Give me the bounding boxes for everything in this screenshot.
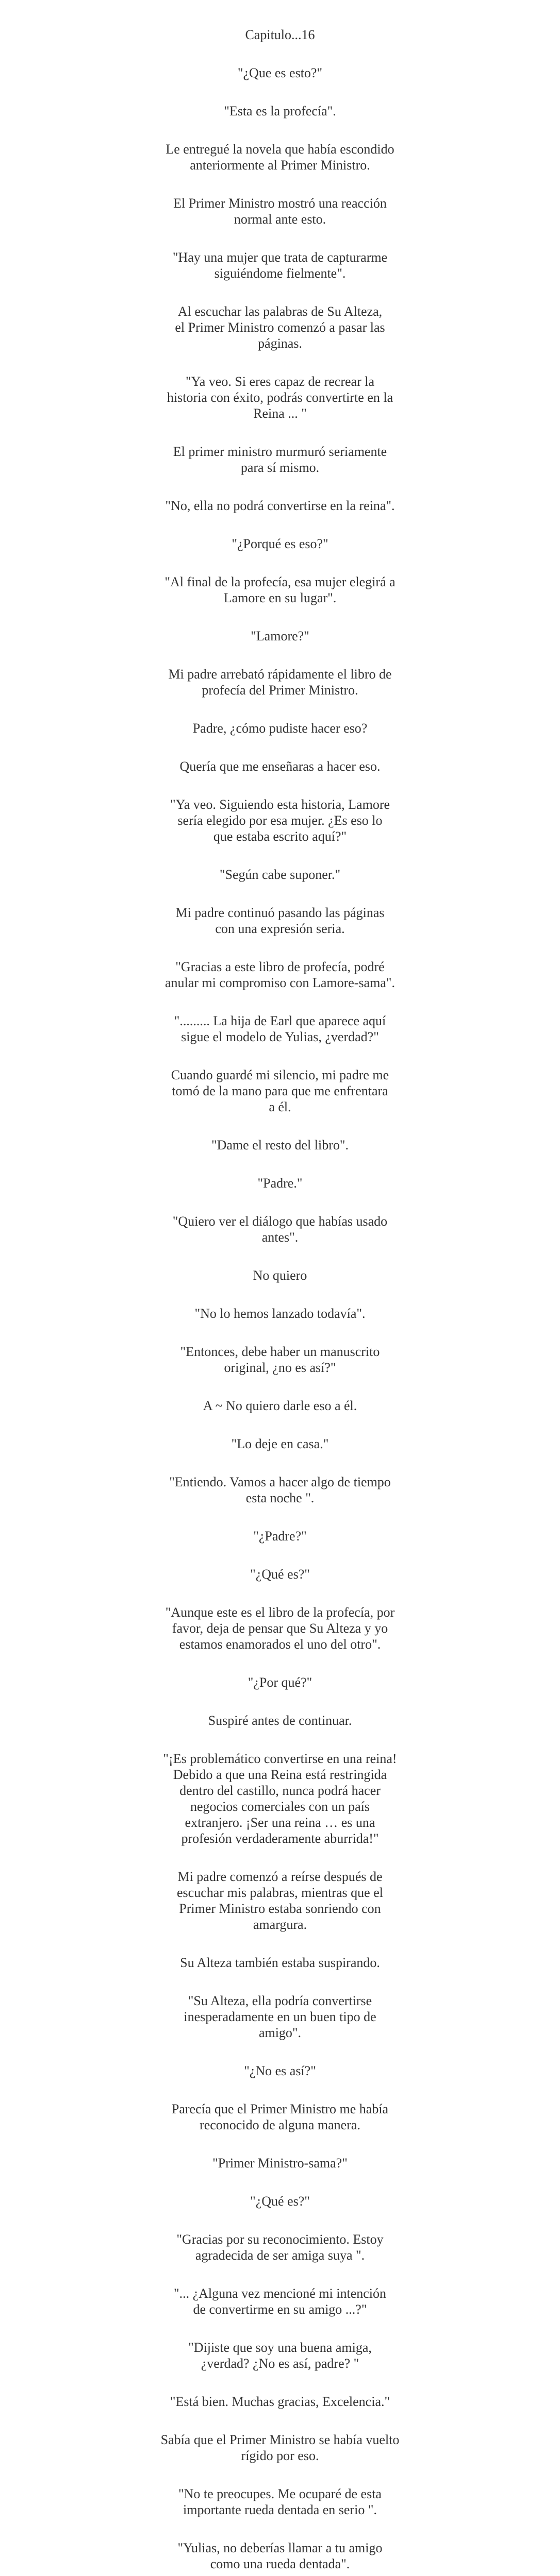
story-paragraph: Parecía que el Primer Ministro me había reconocido de alguna manera. — [171, 2102, 389, 2132]
story-paragraph: "¿Que es esto?" — [237, 65, 323, 80]
story-paragraph: "Entonces, debe haber un manuscrito original, ¿no es así?" — [180, 1344, 380, 1375]
story-paragraph: No quiero — [253, 1268, 307, 1283]
story-paragraph: "Lamore?" — [251, 629, 309, 643]
story-paragraph: El primer ministro murmuró seriamente para sí mismo. — [173, 444, 387, 475]
story-paragraph: Cuando guardé mi silencio, mi padre me tomó de la mano para que me enfrentara a él. — [171, 1067, 389, 1114]
story-paragraph: "Lo deje en casa." — [231, 1436, 329, 1451]
story-paragraph: "Entiendo. Vamos a hacer algo de tiempo esta noche ". — [169, 1475, 391, 1505]
story-paragraph: Sabía que el Primer Ministro se había vuelto rígido por eso. — [160, 2432, 400, 2463]
story-paragraph: "Al final de la profecía, esa mujer elegirá a Lamore en su lugar". — [164, 574, 396, 605]
story-paragraph: "Ya veo. Siguiendo esta historia, Lamore sería elegido por esa mujer. ¿Es eso lo que estaba escrito aquí?" — [170, 797, 390, 844]
story-paragraph: "Según cabe suponer." — [219, 867, 341, 882]
story-paragraph: "Hay una mujer que trata de capturarme siguiéndome fielmente". — [172, 250, 388, 281]
story-paragraph: "Esta es la profecía". — [224, 104, 336, 118]
story-paragraph: "Yulias, no deberías llamar a tu amigo como una rueda dentada". — [177, 2540, 383, 2571]
story-paragraph: "No lo hemos lanzado todavía". — [194, 1306, 366, 1321]
story-paragraph: "¿Porqué es eso?" — [232, 536, 328, 551]
story-paragraph: "¿Qué es?" — [250, 2194, 310, 2209]
story-paragraph: "¿No es así?" — [244, 2063, 316, 2078]
story-paragraph: "... ¿Alguna vez mencioné mi intención de convertirme en su amigo ...?" — [173, 2286, 387, 2317]
story-paragraph: "¿Por qué?" — [248, 1675, 312, 1690]
story-paragraph: Mi padre comenzó a reírse después de escuchar mis palabras, mientras que el Primer Ministro estaba sonriendo con amargura. — [177, 1869, 383, 1932]
story-paragraph: Su Alteza también estaba suspirando. — [180, 1955, 380, 1970]
story-paragraph: El Primer Ministro mostró una reacción normal ante esto. — [173, 196, 387, 227]
story-paragraph: Mi padre continuó pasando las páginas con una expresión seria. — [175, 905, 385, 936]
story-paragraph: "Gracias por su reconocimiento. Estoy agradecida de ser amiga suya ". — [176, 2232, 384, 2263]
story-paragraph: "Padre." — [257, 1176, 303, 1191]
story-paragraph: "¿Padre?" — [253, 1529, 307, 1544]
story-paragraph: "......... La hija de Earl que aparece aquí sigue el modelo de Yulias, ¿verdad?" — [174, 1013, 386, 1044]
chapter-text — [136, 0, 424, 2576]
story-paragraph: "¡Es problemático convertirse en una reina! Debido a que una Reina está restringida dentro del castillo, nunca podrá hacer negocios comerciales con un país extranjero. ¡Ser una reina … es una profesión verdaderamente aburrida!" — [163, 1751, 397, 1846]
story-paragraph: "Aunque este es el libro de la profecía, por favor, deja de pensar que Su Alteza y yo estamos enamorados el uno del otro". — [165, 1605, 395, 1652]
story-paragraph: Suspiré antes de continuar. — [208, 1713, 352, 1728]
story-paragraph: "Gracias a este libro de profecía, podré anular mi compromiso con Lamore-sama". — [165, 959, 395, 990]
story-paragraph: A ~ No quiero darle eso a él. — [203, 1398, 357, 1413]
story-paragraph: "Quiero ver el diálogo que habías usado antes". — [172, 1214, 388, 1245]
story-paragraph: Al escuchar las palabras de Su Alteza, el Primer Ministro comenzó a pasar las páginas. — [175, 304, 385, 351]
story-paragraph: "Está bien. Muchas gracias, Excelencia." — [170, 2394, 390, 2409]
story-paragraph: "Dame el resto del libro". — [211, 1138, 349, 1153]
story-paragraph: Mi padre arrebató rápidamente el libro de profecía del Primer Ministro. — [168, 667, 392, 698]
chapter-title: Capitulo...16 — [245, 27, 315, 42]
story-paragraph: Padre, ¿cómo pudiste hacer eso? — [192, 721, 368, 736]
story-paragraph: "Ya veo. Si eres capaz de recrear la historia con éxito, podrás convertirte en la Reina ... " — [167, 374, 393, 421]
story-paragraph: "¿Qué es?" — [250, 1567, 310, 1582]
story-paragraph: "Primer Ministro-sama?" — [212, 2156, 348, 2171]
story-paragraph: "Su Alteza, ella podría convertirse inesperadamente en un buen tipo de amigo". — [184, 1993, 376, 2040]
story-paragraph: Le entregué la novela que había escondido anteriormente al Primer Ministro. — [166, 142, 394, 173]
story-paragraph: Quería que me enseñaras a hacer eso. — [179, 759, 381, 774]
story-paragraph: "No te preocupes. Me ocuparé de esta importante rueda dentada en serio ". — [178, 2486, 382, 2517]
story-paragraph: "No, ella no podrá convertirse en la reina". — [165, 498, 395, 513]
story-paragraph: "Dijiste que soy una buena amiga, ¿verdad? ¿No es así, padre? " — [188, 2340, 372, 2371]
